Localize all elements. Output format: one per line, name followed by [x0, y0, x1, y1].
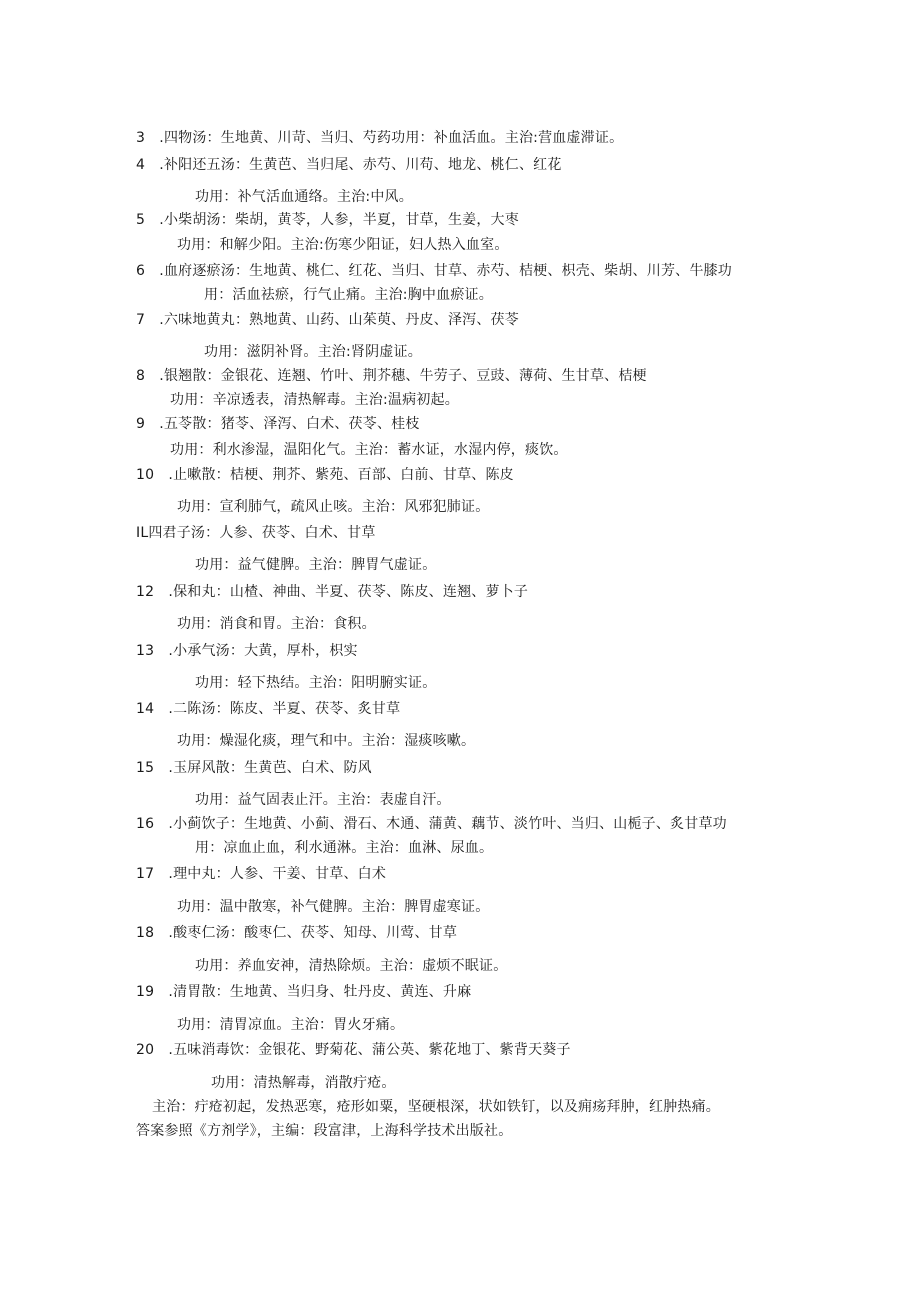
item-3-line: 3 .四物汤：生地黄、川苛、当归、芍药功用：补血活血。主治:营血虚滞证。 — [136, 130, 624, 146]
item-16-function-line: 用：凉血止血，利水通淋。主治：血淋、尿血。 — [195, 840, 494, 856]
item-11-line: IL四君子汤：人参、茯苓、白术、甘草 — [136, 525, 376, 541]
item-7-line: 7 .六味地黄丸：熟地黄、山药、山茱萸、丹皮、泽泻、茯苓 — [136, 312, 519, 328]
item-5-function-line: 功用：和解少阳。主治:伤寒少阳证，妇人热入血室。 — [177, 237, 509, 253]
item-4-line: 4 .补阳还五汤：生黄芭、当归尾、赤芍、川苟、地龙、桃仁、红花 — [136, 157, 562, 173]
item-13-line: 13 .小承气汤：大黄，厚朴，枳实 — [136, 643, 358, 659]
reference-note: 答案参照《方剂学》，主编：段富津，上海科学技术出版社。 — [136, 1123, 513, 1139]
item-5-line: 5 .小柴胡汤：柴胡，黄苓，人参，半夏，甘草，生姜，大枣 — [136, 212, 519, 228]
item-20-line: 20 .五味消毒饮：金银花、野菊花、蒲公英、紫花地丁、紫背天葵子 — [136, 1042, 571, 1058]
item-17-function-line: 功用：温中散寒，补气健脾。主治：脾胃虚寒证。 — [177, 899, 490, 915]
item-17-line: 17 .理中丸：人参、干姜、甘草、白术 — [136, 866, 387, 882]
item-14-function-line: 功用：燥湿化痰，理气和中。主治：湿痰咳嗽。 — [177, 733, 476, 749]
item-13-function-line: 功用：轻下热结。主治：阳明腑实证。 — [195, 675, 437, 691]
item-12-function-line: 功用：消食和胃。主治：食积。 — [177, 616, 376, 632]
item-14-line: 14 .二陈汤：陈皮、半夏、茯苓、炙甘草 — [136, 701, 401, 717]
item-15-line: 15 .玉屏风散：生黄芭、白术、防风 — [136, 760, 372, 776]
item-6-line: 6 .血府逐瘀汤：生地黄、桃仁、红花、当归、甘草、赤芍、桔梗、枳壳、柴胡、川芳、牛膝功 — [136, 263, 732, 279]
item-12-line: 12 .保和丸：山楂、神曲、半夏、茯苓、陈皮、连翘、萝卜子 — [136, 584, 529, 600]
item-10-function-line: 功用：宣利肺气，疏风止咳。主治：风邪犯肺证。 — [177, 499, 490, 515]
item-15-function-line: 功用：益气固表止汗。主治：表虚自汗。 — [195, 792, 451, 808]
item-9-function-line: 功用：利水渗湿，温阳化气。主治：蓄水证，水湿内停，痰饮。 — [170, 442, 568, 458]
item-8-function-line: 功用：辛凉透表，清热解毒。主治:温病初起。 — [170, 392, 459, 408]
item-8-line: 8 .银翘散：金银花、连翘、竹叶、荆芥穗、牛劳子、豆豉、薄荷、生甘草、桔梗 — [136, 368, 647, 384]
item-6-function-line: 用：活血祛瘀，行气止痛。主治:胸中血瘀证。 — [204, 287, 493, 303]
item-19-function-line: 功用：清胃凉血。主治：胃火牙痛。 — [177, 1017, 405, 1033]
item-20-function-line: 功用：清热解毒，消散疔疮。 — [211, 1075, 396, 1091]
item-10-line: 10 .止嗽散：桔梗、荆芥、紫苑、百部、白前、甘草、陈皮 — [136, 467, 514, 483]
item-18-line: 18 .酸枣仁汤：酸枣仁、茯苓、知母、川莺、甘草 — [136, 925, 458, 941]
item-18-function-line: 功用：养血安神，清热除烦。主治：虚烦不眠证。 — [195, 958, 508, 974]
item-20-indication-line: 主治：疔疮初起，发热恶寒，疮形如粟，坚硬根深，状如铁钉，以及痈疡拜肿，红肿热痛。 — [152, 1099, 720, 1115]
item-16-line: 16 .小蓟饮子：生地黄、小蓟、滑石、木通、蒲黄、藕节、淡竹叶、当归、山栀子、炙甘草功 — [136, 816, 727, 832]
item-4-function-line: 功用：补气活血通络。主治:中风。 — [195, 189, 413, 205]
item-7-function-line: 功用：滋阴补肾。主治:肾阴虚证。 — [204, 344, 422, 360]
item-11-function-line: 功用：益气健脾。主治：脾胃气虚证。 — [195, 557, 437, 573]
item-19-line: 19 .清胃散：生地黄、当归身、牡丹皮、黄连、升麻 — [136, 984, 472, 1000]
item-9-line: 9 .五苓散：猪苓、泽泻、白术、茯苓、桂枝 — [136, 416, 420, 432]
